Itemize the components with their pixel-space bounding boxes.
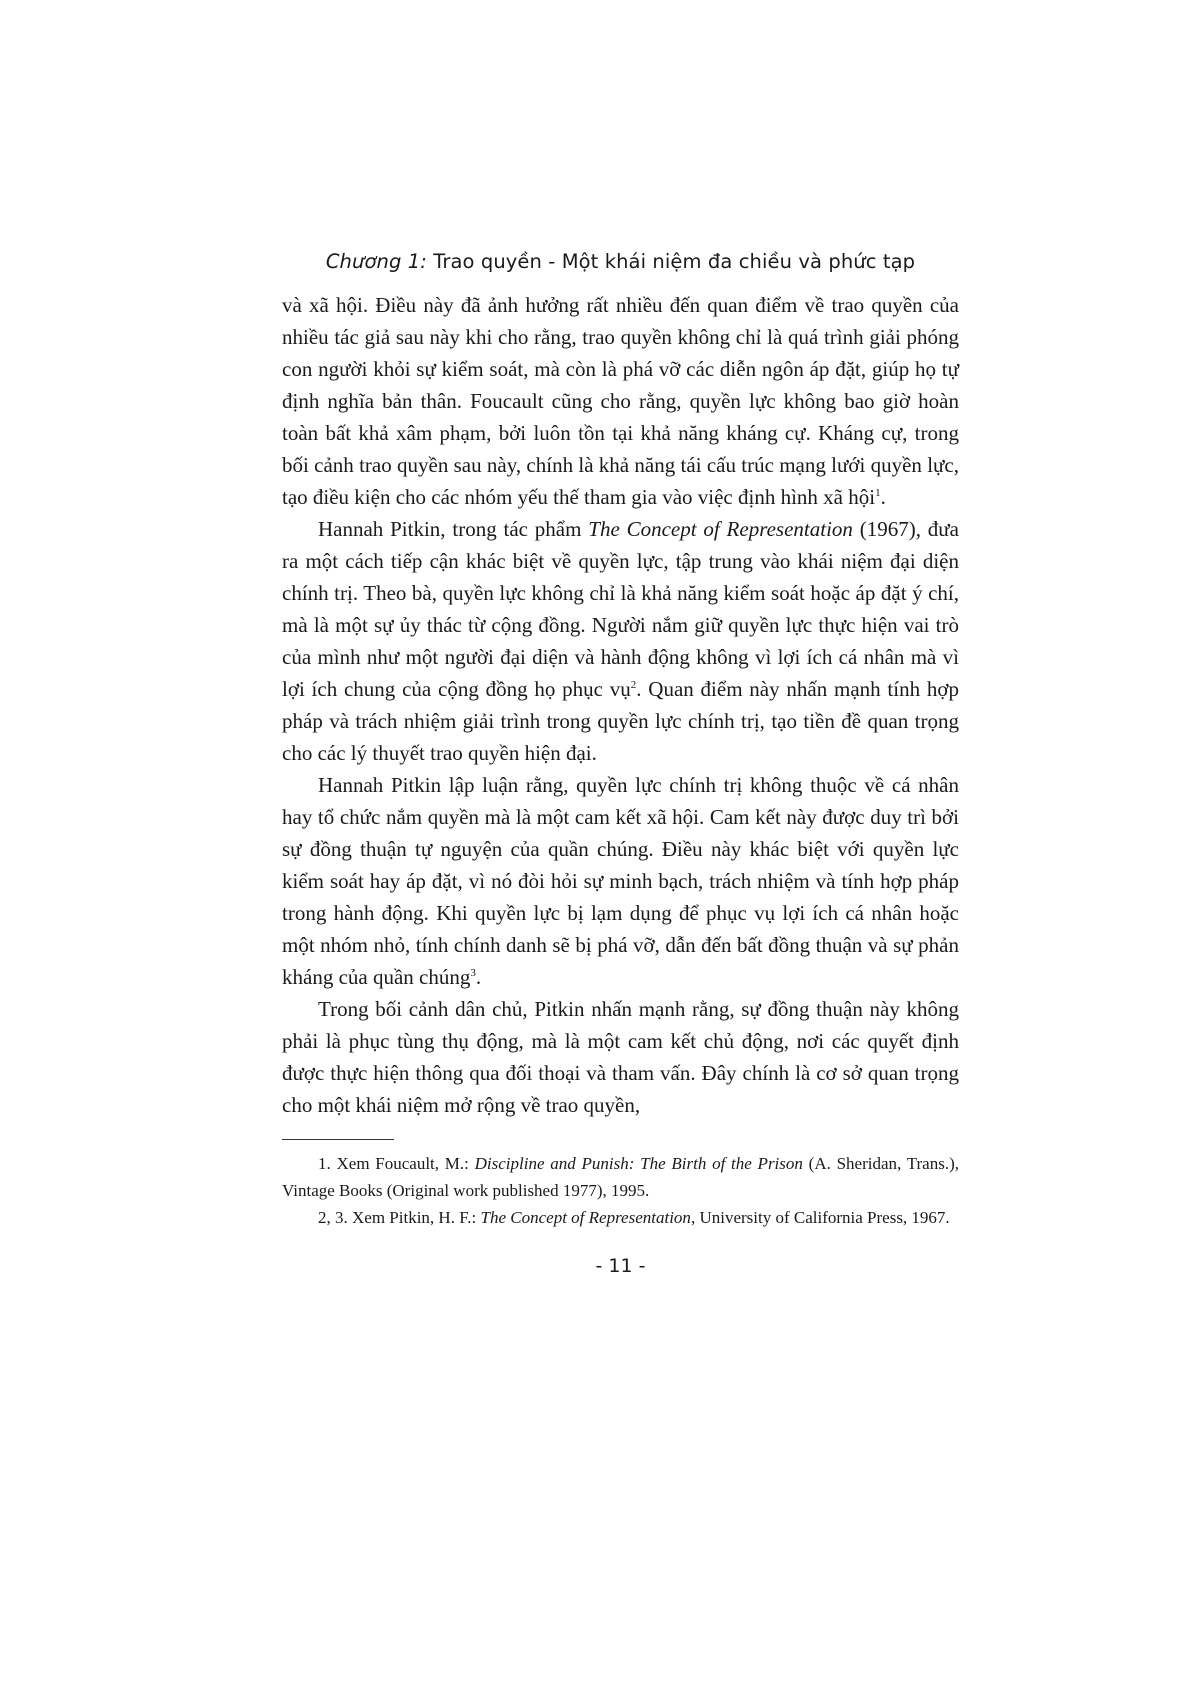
paragraph-3-end: . <box>475 965 482 989</box>
paragraph-4-text: Trong bối cảnh dân chủ, Pitkin nhấn mạnh rằng, sự đồng thuận này không phải là phục tùng thụ động, mà là một cam kết chủ động, nơi các quyết định được thực hiện thông qua đối thoại và tham vấn. Đây chính là cơ sở quan trọng cho một khái niệm mở rộng về trao quyền, <box>282 997 959 1117</box>
paragraph-3 <box>282 769 959 993</box>
paragraph-2-text-b: (1967), đưa ra một cách tiếp cận khác biệt về quyền lực, tập trung vào khái niệm đại diện chính trị. Theo bà, quyền lực không chỉ là khả năng kiểm soát hoặc áp đặt ý chí, mà là một sự ủy thác từ cộng đồng. Người nắm giữ quyền lực thực hiện vai trò của mình như một người đại diện và hành động không vì lợi ích cá nhân mà vì lợi ích chung của cộng đồng họ phục vụ <box>282 517 959 701</box>
book-page <box>282 250 959 1277</box>
footnote-ref-1: 1 <box>875 487 881 499</box>
paragraph-3-text: Hannah Pitkin lập luận rằng, quyền lực chính trị không thuộc về cá nhân hay tổ chức nắm quyền mà là một cam kết xã hội. Cam kết này được duy trì bởi sự đồng thuận tự nguyện của quần chúng. Điều này khác biệt với quyền lực kiểm soát hay áp đặt, vì nó đòi hỏi sự minh bạch, trách nhiệm và tính hợp pháp trong hành động. Khi quyền lực bị lạm dụng để phục vụ lợi ích cá nhân hoặc một nhóm nhỏ, tính chính danh sẽ bị phá vỡ, dẫn đến bất đồng thuận và sự phản kháng của quần chúng <box>282 773 959 989</box>
footnote-2-text-b: , University of California Press, 1967. <box>690 1208 950 1227</box>
footnote-2 <box>282 1204 959 1231</box>
chapter-label: Chương 1: <box>325 250 427 273</box>
page-number: - 11 - <box>595 1255 646 1277</box>
footnote-separator <box>282 1139 394 1140</box>
paragraph-1-text: và xã hội. Điều này đã ảnh hưởng rất nhiều đến quan điểm về trao quyền của nhiều tác giả sau này khi cho rằng, trao quyền không chỉ là quá trình giải phóng con người khỏi sự kiểm soát, mà còn là phá vỡ các diễn ngôn áp đặt, giúp họ tự định nghĩa bản thân. Foucault cũng cho rằng, quyền lực không bao giờ hoàn toàn bất khả xâm phạm, bởi luôn tồn tại khả năng kháng cự. Kháng cự, trong bối cảnh trao quyền sau này, chính là khả năng tái cấu trúc mạng lưới quyền lực, tạo điều kiện cho các nhóm yếu thế tham gia vào việc định hình xã hội <box>282 293 959 509</box>
paragraph-1 <box>282 289 959 513</box>
footnote-ref-2: 2 <box>630 679 637 691</box>
footnote-1-text-b: (A. Sheridan, Trans.), Vintage Books (Original work published 1977), 1995. <box>282 1154 959 1200</box>
footnote-2-title: The Concept of Representation <box>480 1208 691 1227</box>
footnote-1-text-a: 1. Xem Foucault, M.: <box>318 1154 475 1173</box>
paragraph-2-text-a: Hannah Pitkin, trong tác phẩm <box>318 517 589 541</box>
paragraph-4 <box>282 993 959 1121</box>
running-header <box>282 250 959 273</box>
footnote-1 <box>282 1150 959 1204</box>
footnote-2-text-a: 2, 3. Xem Pitkin, H. F.: <box>318 1208 481 1227</box>
chapter-title: Trao quyền - Một khái niệm đa chiều và phức tạp <box>426 250 916 273</box>
paragraph-2-text-c: . Quan điểm này nhấn mạnh tính hợp pháp và trách nhiệm giải trình trong quyền lực chính trị, tạo tiền đề quan trọng cho các lý thuyết trao quyền hiện đại. <box>282 677 959 765</box>
footnotes <box>282 1150 959 1231</box>
paragraph-2 <box>282 513 959 769</box>
footnote-1-title: Discipline and Punish: The Birth of the Prison <box>474 1154 803 1173</box>
paragraph-2-book-title: The Concept of Representation <box>588 517 853 541</box>
paragraph-1-end: . <box>880 485 886 509</box>
body-text <box>282 289 959 1121</box>
footnote-ref-3: 3 <box>470 967 476 979</box>
